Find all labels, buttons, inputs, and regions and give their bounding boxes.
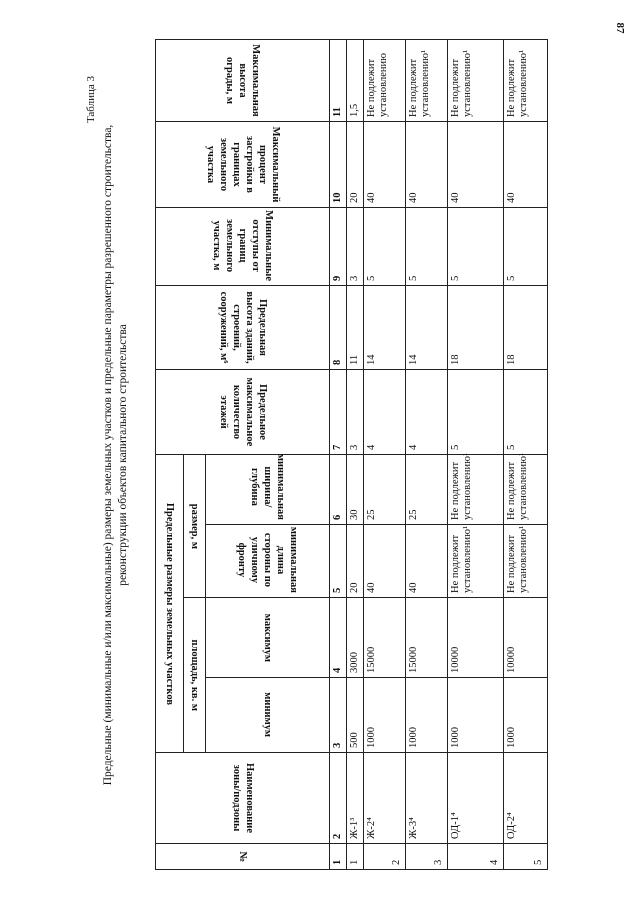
title-line-1: Предельные (минимальные и/или максимальные) размеры земельных участков и предельные параметры разрешенного строительства, bbox=[102, 124, 114, 786]
table-row bbox=[448, 40, 504, 870]
header-size: размер, м bbox=[184, 455, 206, 598]
cell-max-area: 15000 bbox=[406, 598, 448, 678]
header-width: минимальная ширина/глубина bbox=[206, 455, 330, 525]
header-plot-sizes: Предельные размеры земельных участков bbox=[156, 455, 184, 753]
title-line-2: реконструкции объектов капитального строительства bbox=[117, 324, 129, 586]
table-row bbox=[406, 40, 448, 870]
header-area: площадь, кв. м bbox=[184, 598, 206, 753]
cell-min-area: 1000 bbox=[504, 678, 548, 753]
cell-height: 11 bbox=[347, 286, 364, 370]
cell-max-area: 15000 bbox=[364, 598, 406, 678]
cell-height: 14 bbox=[364, 286, 406, 370]
col-num-7: 7 bbox=[330, 370, 347, 455]
table-title bbox=[101, 40, 131, 870]
cell-setback: 5 bbox=[448, 208, 504, 286]
cell-fence: Не подлежит установлению¹ bbox=[448, 40, 504, 122]
cell-floors: 5 bbox=[504, 370, 548, 455]
zone-cell: ОД-1⁴ bbox=[448, 753, 504, 844]
col-num-5: 5 bbox=[330, 525, 347, 598]
zone-cell: ОД-2⁴ bbox=[504, 753, 548, 844]
cell-min-area: 1000 bbox=[406, 678, 448, 753]
cell-setback: 5 bbox=[504, 208, 548, 286]
cell-floors: 4 bbox=[364, 370, 406, 455]
zone-cell: Ж-2⁴ bbox=[364, 753, 406, 844]
cell-setback: 5 bbox=[364, 208, 406, 286]
row-index: 1 bbox=[347, 844, 364, 870]
cell-fence: 1,5 bbox=[347, 40, 364, 122]
zone-cell: Ж-3⁴ bbox=[406, 753, 448, 844]
header-setback: Минимальные отступы от границ земельного участка, м bbox=[156, 208, 330, 286]
cell-max-area: 3000 bbox=[347, 598, 364, 678]
table-row bbox=[504, 40, 548, 870]
col-num-10: 10 bbox=[330, 122, 347, 208]
cell-height: 14 bbox=[406, 286, 448, 370]
table-row bbox=[364, 40, 406, 870]
row-index: 4 bbox=[448, 844, 504, 870]
header-floors: Предельное максимальное количество этажей bbox=[156, 370, 330, 455]
rotated-page-content bbox=[83, 40, 543, 870]
cell-min-area: 500 bbox=[347, 678, 364, 753]
row-index: 5 bbox=[504, 844, 548, 870]
header-row-1 bbox=[156, 40, 184, 870]
cell-min-area: 1000 bbox=[448, 678, 504, 753]
header-percent: Максимальный процент застройки в границах земельного участка bbox=[156, 122, 330, 208]
cell-setback: 3 bbox=[347, 208, 364, 286]
row-index: 2 bbox=[364, 844, 406, 870]
header-fence: Максимальная высота ограды, м bbox=[156, 40, 330, 122]
cell-percent: 40 bbox=[448, 122, 504, 208]
header-front: минимальная длина стороны по уличному фронту bbox=[206, 525, 330, 598]
header-min: минимум bbox=[206, 678, 330, 753]
cell-setback: 5 bbox=[406, 208, 448, 286]
cell-percent: 40 bbox=[364, 122, 406, 208]
cell-front: Не подлежит установлению¹ bbox=[448, 525, 504, 598]
cell-width: Не подлежит установлению¹ bbox=[504, 455, 548, 525]
cell-percent: 20 bbox=[347, 122, 364, 208]
cell-width: 25 bbox=[364, 455, 406, 525]
col-num-11: 11 bbox=[330, 40, 347, 122]
zone-cell: Ж-1³ bbox=[347, 753, 364, 844]
cell-height: 18 bbox=[504, 286, 548, 370]
header-num: № bbox=[156, 844, 330, 870]
col-num-9: 9 bbox=[330, 208, 347, 286]
col-num-3: 3 bbox=[330, 678, 347, 753]
cell-width: 30 bbox=[347, 455, 364, 525]
cell-height: 18 bbox=[448, 286, 504, 370]
col-num-1: 1 bbox=[330, 844, 347, 870]
cell-fence: Не подлежит установлению¹ bbox=[406, 40, 448, 122]
column-number-row bbox=[330, 40, 347, 870]
header-height: Предельная высота зданий, строений, сооружений, м⁶ bbox=[156, 286, 330, 370]
col-num-8: 8 bbox=[330, 286, 347, 370]
cell-max-area: 10000 bbox=[448, 598, 504, 678]
cell-max-area: 10000 bbox=[504, 598, 548, 678]
cell-min-area: 1000 bbox=[364, 678, 406, 753]
col-num-2: 2 bbox=[330, 753, 347, 844]
cell-percent: 40 bbox=[504, 122, 548, 208]
cell-front: Не подлежит установлению¹ bbox=[504, 525, 548, 598]
cell-floors: 5 bbox=[448, 370, 504, 455]
table-caption bbox=[83, 40, 155, 870]
cell-floors: 3 bbox=[347, 370, 364, 455]
limits-table bbox=[155, 39, 548, 870]
cell-fence: Не подлежит установлению bbox=[364, 40, 406, 122]
cell-front: 40 bbox=[406, 525, 448, 598]
col-num-4: 4 bbox=[330, 598, 347, 678]
cell-width: Не подлежит установлению¹ bbox=[448, 455, 504, 525]
table-row bbox=[347, 40, 364, 870]
cell-fence: Не подлежит установлению¹ bbox=[504, 40, 548, 122]
cell-floors: 4 bbox=[406, 370, 448, 455]
header-zone: Наименование зоны/подзоны bbox=[156, 753, 330, 844]
table-label: Таблица 3 bbox=[85, 76, 97, 124]
header-max: максимум bbox=[206, 598, 330, 678]
cell-front: 40 bbox=[364, 525, 406, 598]
col-num-6: 6 bbox=[330, 455, 347, 525]
page-number: 87 bbox=[614, 22, 626, 34]
row-index: 3 bbox=[406, 844, 448, 870]
cell-width: 25 bbox=[406, 455, 448, 525]
cell-front: 20 bbox=[347, 525, 364, 598]
cell-percent: 40 bbox=[406, 122, 448, 208]
